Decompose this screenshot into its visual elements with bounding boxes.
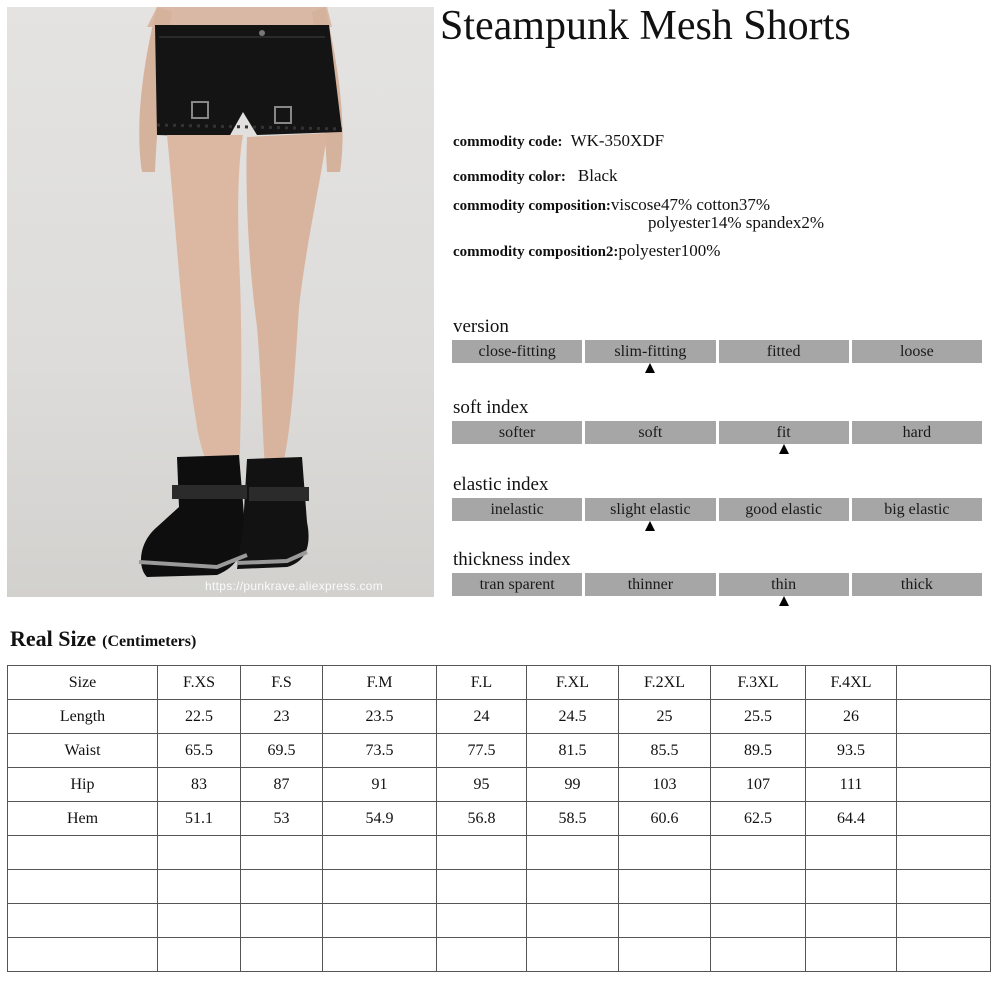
index-bar — [452, 498, 982, 521]
table-cell — [897, 802, 991, 836]
table-cell — [619, 938, 711, 972]
index-option — [719, 340, 849, 363]
index-bar — [452, 340, 982, 363]
index-option — [452, 573, 582, 596]
index-option-label: good elastic — [745, 501, 823, 518]
table-cell — [437, 870, 527, 904]
table-cell: 26 — [806, 700, 897, 734]
table-cell — [527, 938, 619, 972]
table-row — [8, 904, 991, 938]
size-heading-title: Real Size — [10, 626, 97, 651]
size-heading-unit: (Centimeters) — [102, 633, 197, 650]
page-title: Steampunk Mesh Shorts — [440, 3, 851, 49]
table-cell: Length — [8, 700, 158, 734]
table-cell — [241, 938, 323, 972]
table-cell — [619, 836, 711, 870]
table-cell — [711, 904, 806, 938]
index-title: thickness index — [453, 549, 571, 570]
table-cell — [711, 836, 806, 870]
table-cell — [323, 938, 437, 972]
table-cell — [527, 870, 619, 904]
index-option — [452, 421, 582, 444]
table-cell: Hem — [8, 802, 158, 836]
index-option-label: hard — [902, 424, 932, 441]
table-cell: 111 — [806, 768, 897, 802]
table-cell — [711, 938, 806, 972]
spec-composition — [453, 195, 770, 215]
table-cell — [897, 666, 991, 700]
spec-composition-label: commodity composition: — [453, 198, 611, 214]
table-cell — [8, 870, 158, 904]
index-option-label: big elastic — [884, 501, 950, 518]
table-cell — [619, 870, 711, 904]
index-option — [852, 340, 982, 363]
table-cell: 65.5 — [158, 734, 241, 768]
table-cell — [437, 904, 527, 938]
table-cell: 60.6 — [619, 802, 711, 836]
table-cell: 85.5 — [619, 734, 711, 768]
index-option-label: soft — [638, 424, 663, 441]
spec-color — [453, 166, 618, 186]
spec-code — [453, 131, 664, 151]
table-cell — [619, 904, 711, 938]
table-cell — [8, 938, 158, 972]
watermark-text: https://punkrave.aliexpress.com — [205, 579, 384, 593]
spec-composition-line1: viscose47% cotton37% — [610, 195, 771, 214]
index-option-label: softer — [498, 424, 536, 441]
table-cell: 73.5 — [323, 734, 437, 768]
index-option — [719, 573, 849, 596]
table-cell: 54.9 — [323, 802, 437, 836]
table-cell: 64.4 — [806, 802, 897, 836]
selected-marker-icon — [779, 444, 789, 454]
table-cell: F.XL — [527, 666, 619, 700]
index-option — [585, 498, 715, 521]
table-row — [8, 836, 991, 870]
table-cell — [437, 938, 527, 972]
index-title: elastic index — [453, 474, 549, 495]
table-cell — [527, 836, 619, 870]
table-row — [8, 938, 991, 972]
index-option-label: close-fitting — [478, 343, 556, 360]
table-cell: Hip — [8, 768, 158, 802]
index-title: version — [453, 316, 509, 337]
table-cell — [158, 904, 241, 938]
table-cell: 24.5 — [527, 700, 619, 734]
table-header-row — [8, 666, 991, 700]
table-cell: 62.5 — [711, 802, 806, 836]
table-cell — [323, 836, 437, 870]
table-cell: F.2XL — [619, 666, 711, 700]
table-cell: 103 — [619, 768, 711, 802]
index-bar — [452, 573, 982, 596]
table-cell: 69.5 — [241, 734, 323, 768]
table-cell — [897, 768, 991, 802]
spec-composition2-value: polyester100% — [618, 241, 721, 260]
index-bar — [452, 421, 982, 444]
index-option-label: thinner — [627, 576, 674, 593]
table-cell — [711, 870, 806, 904]
model-illustration — [7, 7, 434, 597]
table-cell: 95 — [437, 768, 527, 802]
table-cell: 25.5 — [711, 700, 806, 734]
table-cell — [241, 904, 323, 938]
table-cell — [158, 836, 241, 870]
table-cell — [806, 836, 897, 870]
table-cell: 81.5 — [527, 734, 619, 768]
table-cell — [806, 904, 897, 938]
spec-code-value: WK-350XDF — [570, 131, 665, 150]
table-cell: 87 — [241, 768, 323, 802]
table-cell: 22.5 — [158, 700, 241, 734]
table-row — [8, 700, 991, 734]
table-cell — [158, 938, 241, 972]
table-cell: 51.1 — [158, 802, 241, 836]
table-cell: 83 — [158, 768, 241, 802]
table-cell: 56.8 — [437, 802, 527, 836]
table-cell: 99 — [527, 768, 619, 802]
table-cell: F.S — [241, 666, 323, 700]
spec-composition2-label: commodity composition2: — [453, 244, 619, 260]
index-option — [452, 340, 582, 363]
spec-code-label: commodity code: — [453, 134, 563, 150]
index-option — [585, 573, 715, 596]
index-option — [719, 498, 849, 521]
index-option-label: thick — [900, 576, 933, 593]
index-option-label: fitted — [766, 343, 801, 360]
product-photo — [7, 7, 434, 597]
table-cell — [897, 836, 991, 870]
table-cell — [241, 836, 323, 870]
table-cell — [323, 870, 437, 904]
table-cell — [158, 870, 241, 904]
table-cell: 53 — [241, 802, 323, 836]
table-cell: F.3XL — [711, 666, 806, 700]
index-option-label: slight elastic — [610, 501, 691, 518]
index-option-label: loose — [899, 343, 934, 360]
spec-color-value: Black — [577, 166, 618, 185]
table-cell — [897, 938, 991, 972]
table-cell: 89.5 — [711, 734, 806, 768]
selected-marker-icon — [645, 521, 655, 531]
table-cell — [806, 870, 897, 904]
table-cell: 93.5 — [806, 734, 897, 768]
index-option — [852, 421, 982, 444]
table-cell: 58.5 — [527, 802, 619, 836]
table-cell — [897, 904, 991, 938]
index-option-label: thin — [771, 576, 797, 593]
table-cell: Size — [8, 666, 158, 700]
spec-color-label: commodity color: — [453, 169, 566, 185]
table-cell: 24 — [437, 700, 527, 734]
table-cell: Waist — [8, 734, 158, 768]
table-cell — [8, 904, 158, 938]
table-row — [8, 802, 991, 836]
table-cell — [897, 734, 991, 768]
index-option — [585, 340, 715, 363]
table-row — [8, 734, 991, 768]
table-cell — [8, 836, 158, 870]
index-option-label: slim-fitting — [614, 343, 687, 360]
table-cell: F.L — [437, 666, 527, 700]
table-cell — [527, 904, 619, 938]
table-cell: 23.5 — [323, 700, 437, 734]
table-cell: F.XS — [158, 666, 241, 700]
index-option — [719, 421, 849, 444]
selected-marker-icon — [779, 596, 789, 606]
table-row — [8, 870, 991, 904]
table-cell — [323, 904, 437, 938]
table-cell: 23 — [241, 700, 323, 734]
index-option-label: inelastic — [490, 501, 544, 518]
table-row — [8, 768, 991, 802]
table-cell — [241, 870, 323, 904]
index-option — [585, 421, 715, 444]
index-option — [452, 498, 582, 521]
table-cell — [897, 700, 991, 734]
size-heading — [10, 626, 196, 652]
table-cell — [806, 938, 897, 972]
index-option — [852, 573, 982, 596]
index-option-label: fit — [776, 424, 791, 441]
spec-composition2 — [453, 241, 720, 261]
table-cell: 91 — [323, 768, 437, 802]
table-cell: 77.5 — [437, 734, 527, 768]
spec-composition-line2: polyester14% spandex2% — [648, 213, 825, 232]
index-title: soft index — [453, 397, 529, 418]
table-cell: 107 — [711, 768, 806, 802]
table-cell: F.4XL — [806, 666, 897, 700]
table-cell: F.M — [323, 666, 437, 700]
selected-marker-icon — [645, 363, 655, 373]
table-cell — [437, 836, 527, 870]
table-cell: 25 — [619, 700, 711, 734]
size-table — [7, 665, 991, 972]
index-option-label: tran sparent — [479, 576, 555, 593]
table-cell — [897, 870, 991, 904]
index-option — [852, 498, 982, 521]
